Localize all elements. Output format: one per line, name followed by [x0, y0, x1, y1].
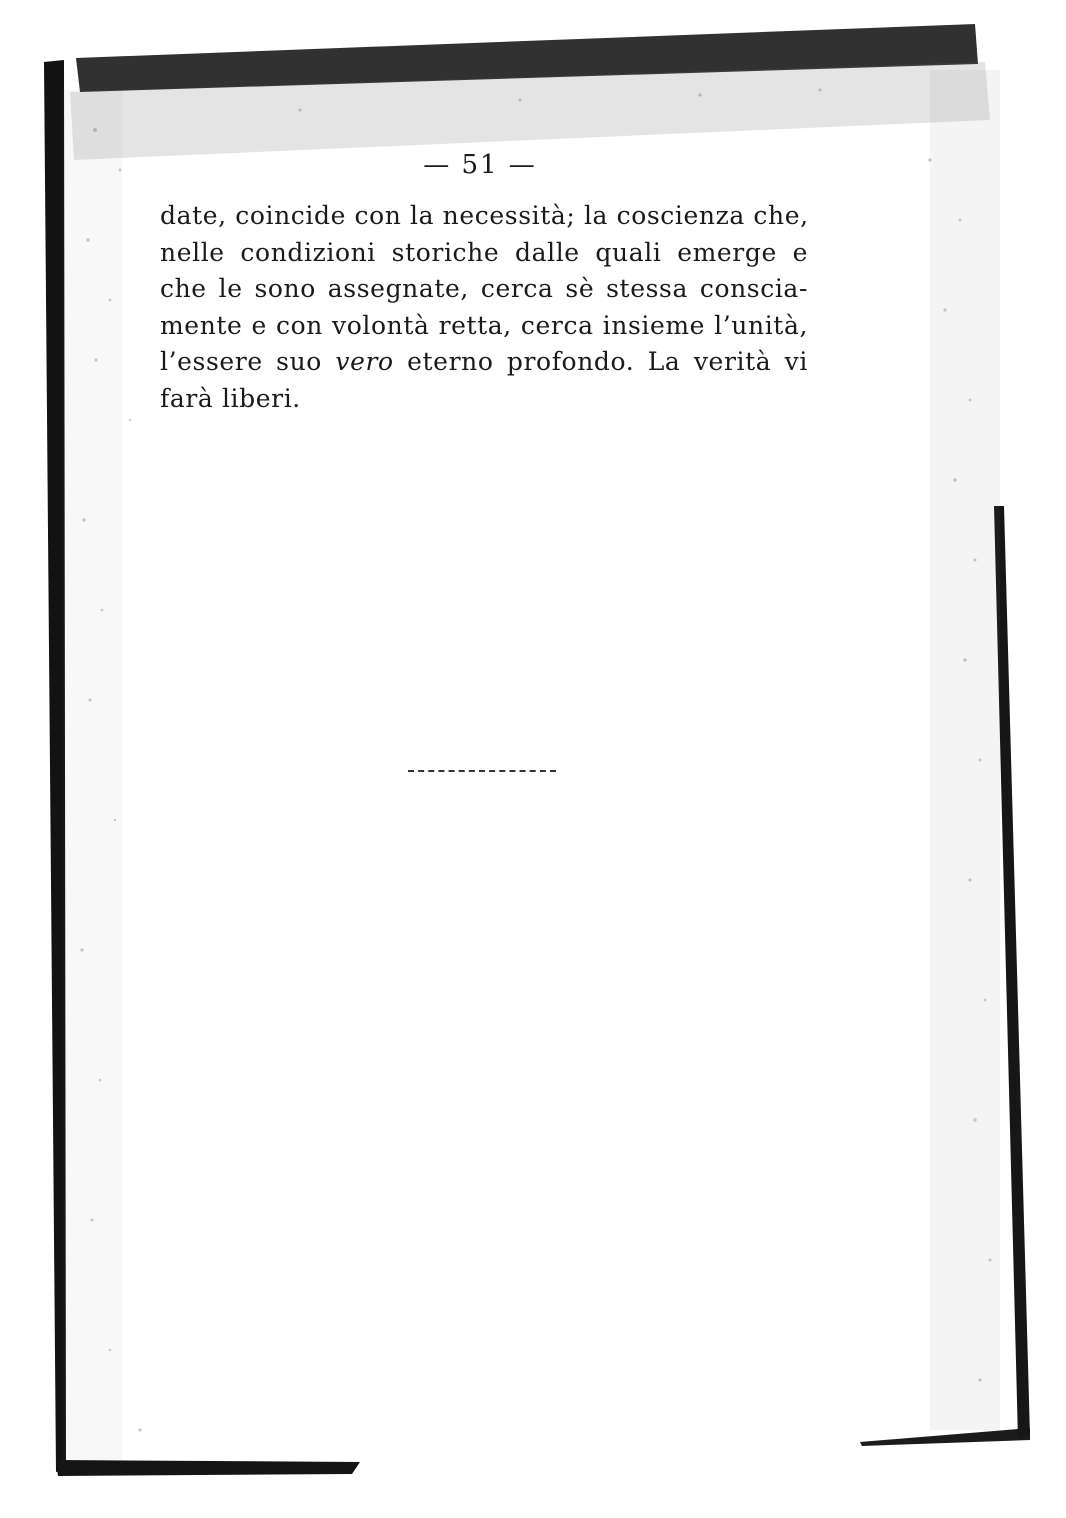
text-line-3: che le sono assegnate, cerca sè stessa conscia-	[160, 274, 808, 303]
text-line-5	[160, 344, 808, 381]
text-line-1: date, coincide con la necessità; la coscienza che,	[160, 201, 809, 230]
text-line-4: mente e con volontà retta, cerca insieme l’unità,	[160, 310, 808, 340]
text-line-5-end: eterno profondo. La verità vi	[393, 347, 808, 376]
text-line-5-start: l’essere suo	[160, 347, 336, 376]
body-paragraph	[160, 198, 808, 417]
text-line-2: nelle condizioni storiche dalle quali emerge e	[160, 237, 808, 267]
text-line-6: farà liberi.	[160, 383, 301, 413]
emphasized-word: vero	[335, 347, 394, 376]
page-number: — 51 —	[423, 150, 537, 180]
section-end-rule	[408, 770, 556, 772]
